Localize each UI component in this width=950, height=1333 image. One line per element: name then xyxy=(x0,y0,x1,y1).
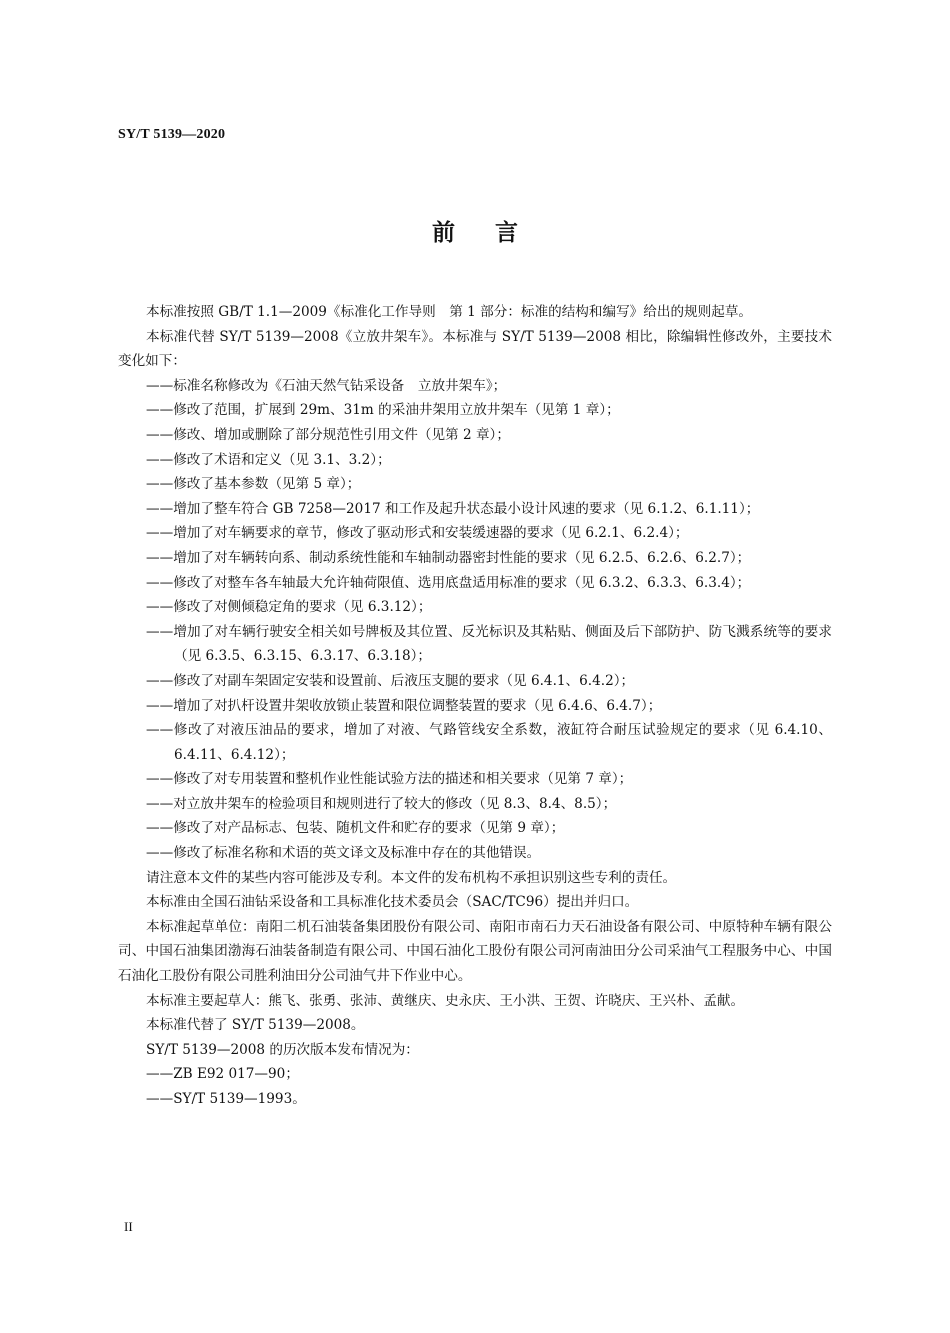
change-item: ——对立放井架车的检验项目和规则进行了较大的修改（见 8.3、8.4、8.5）； xyxy=(146,795,617,812)
change-item: ——修改了对侧倾稳定角的要求（见 6.3.12）； xyxy=(146,599,432,616)
change-item: ——修改了术语和定义（见 3.1、3.2）； xyxy=(146,451,391,468)
paragraph-history-intro: SY/T 5139—2008 的历次版本发布情况为： xyxy=(146,1041,419,1058)
change-item: ——增加了对扒杆设置井架收放锁止装置和限位调整装置的要求（见 6.4.6、6.4.7）； xyxy=(146,697,662,714)
change-item: ——修改了对整车各车轴最大允许轴荷限值、选用底盘适用标准的要求（见 6.3.2、6.3.3、6.3.4）； xyxy=(146,574,751,591)
paragraph-drafting-rules: 本标准按照 GB/T 1.1—2009《标准化工作导则 第 1 部分：标准的结构和编写》给出的规则起草。 xyxy=(146,304,753,320)
paragraph-drafters: 本标准主要起草人：熊飞、张勇、张沛、黄继庆、史永庆、王小洪、王贺、许晓庆、王兴朴、孟献。 xyxy=(146,992,745,1009)
change-item: ——修改了对专用装置和整机作业性能试验方法的描述和相关要求（见第 7 章）； xyxy=(146,771,633,788)
paragraph-replaces: 本标准代替了 SY/T 5139—2008。 xyxy=(146,1017,365,1034)
document-body xyxy=(118,300,832,1112)
change-item: ——修改了标准名称和术语的英文译文及标准中存在的其他错误。 xyxy=(146,845,541,862)
change-item: ——增加了整车符合 GB 7258—2017 和工作及起升状态最小设计风速的要求（见 6.1.2、6.1.11）； xyxy=(146,500,760,517)
change-item: ——增加了对车辆转向系、制动系统性能和车轴制动器密封性能的要求（见 6.2.5、6.2.6、6.2.7）； xyxy=(146,549,751,566)
paragraph-patent-notice: 请注意本文件的某些内容可能涉及专利。本文件的发布机构不承担识别这些专利的责任。 xyxy=(146,869,677,886)
change-item: ——增加了对车辆行驶安全相关如号牌板及其位置、反光标识及其粘贴、侧面及后下部防护、防飞溅系统等的要求（见 6.3.5、6.3.15、6.3.17、6.3.18）； xyxy=(146,623,832,665)
page-title: 前言 xyxy=(432,220,558,246)
change-item: ——修改了范围，扩展到 29m、31m 的采油井架用立放井架车（见第 1 章）； xyxy=(146,402,620,419)
change-item: ——修改了对液压油品的要求，增加了对液、气路管线安全系数，液缸符合耐压试验规定的要求（见 6.4.10、6.4.11、6.4.12）； xyxy=(146,722,832,763)
paragraph-replacement: 本标准代替 SY/T 5139—2008《立放井架车》。本标准与 SY/T 5139—2008 相比，除编辑性修改外，主要技术变化如下： xyxy=(118,328,832,370)
history-item: ——ZB E92 017—90； xyxy=(146,1066,299,1083)
change-item: ——修改了基本参数（见第 5 章）； xyxy=(146,476,361,493)
change-item: ——增加了对车辆要求的章节，修改了驱动形式和安装缓速器的要求（见 6.2.1、6.2.4）； xyxy=(146,525,689,542)
history-item: ——SY/T 5139—1993。 xyxy=(146,1091,306,1107)
page-number: II xyxy=(124,1219,133,1234)
change-item: ——修改了对副车架固定安装和设置前、后液压支腿的要求（见 6.4.1、6.4.2）； xyxy=(146,672,635,689)
change-item: ——修改了对产品标志、包装、随机文件和贮存的要求（见第 9 章）； xyxy=(146,820,565,837)
standard-code-header: SY/T 5139—2020 xyxy=(118,127,226,142)
paragraph-drafting-units: 本标准起草单位：南阳二机石油装备集团股份有限公司、南阳市南石力天石油设备有限公司、中原特种车辆有限公司、中国石油集团渤海石油装备制造有限公司、中国石油化工股份有限公司河南油田分公司采油气工程服务中心、中国石油化工股份有限公司胜利油田分公司油气井下作业中心。 xyxy=(118,918,832,985)
change-item: ——修改、增加或删除了部分规范性引用文件（见第 2 章）； xyxy=(146,426,510,443)
paragraph-proposer: 本标准由全国石油钻采设备和工具标准化技术委员会（SAC/TC96）提出并归口。 xyxy=(146,894,639,911)
change-item: ——标准名称修改为《石油天然气钻采设备 立放井架车》； xyxy=(146,377,507,394)
